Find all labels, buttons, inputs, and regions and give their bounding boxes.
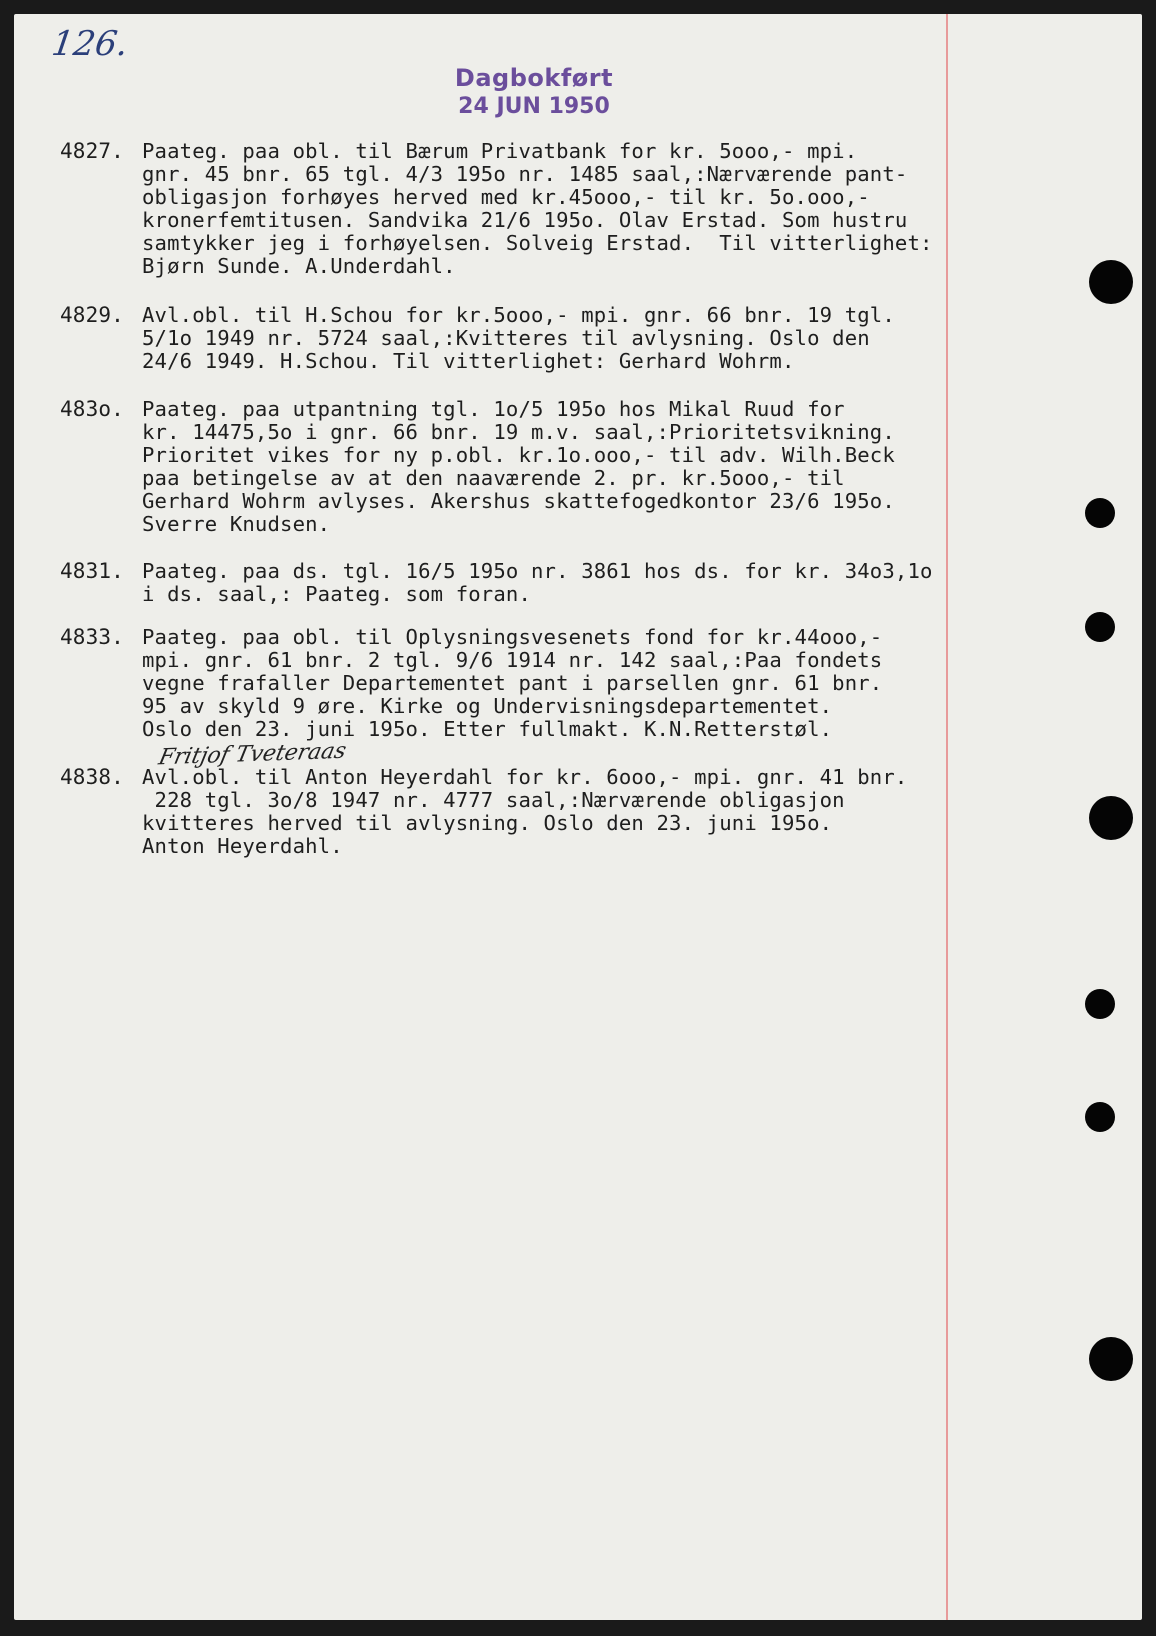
entry-line: gnr. 45 bnr. 65 tgl. 4/3 195o nr. 1485 saal,:Nærværende pant- — [142, 162, 908, 186]
entry-line: 228 tgl. 3o/8 1947 nr. 4777 saal,:Nærværende obligasjon — [142, 788, 845, 812]
entry-text — [142, 304, 1002, 373]
entry-text — [142, 398, 1002, 536]
entry-line: samtykker jeg i forhøyelsen. Solveig Erstad. Til vitterlighet: — [142, 231, 933, 255]
entry-line: 24/6 1949. H.Schou. Til vitterlighet: Gerhard Wohrm. — [142, 349, 795, 373]
punch-hole — [1085, 1102, 1115, 1132]
stamp-title: Dagbokført — [454, 64, 614, 92]
entry-line: Bjørn Sunde. A.Underdahl. — [142, 254, 456, 278]
entry-text — [142, 766, 1002, 858]
punch-hole — [1089, 260, 1133, 304]
entry-line: obligasjon forhøyes herved med kr.45ooo,- til kr. 5o.ooo,- — [142, 185, 870, 209]
entry-line: Paateg. paa utpantning tgl. 1o/5 195o hos Mikal Ruud for — [142, 397, 845, 421]
entry-line: 95 av skyld 9 øre. Kirke og Undervisningsdepartementet. — [142, 694, 833, 718]
entry-number: 4838. — [60, 765, 124, 789]
entry-number: 483o. — [60, 397, 124, 421]
entry-line: Oslo den 23. juni 195o. Etter fullmakt. K.N.Retterstøl. — [142, 717, 833, 741]
entry-number: 4833. — [60, 625, 124, 649]
entry-line: i ds. saal,: Paateg. som foran. — [142, 582, 532, 606]
entry-line: 5/1o 1949 nr. 5724 saal,:Kvitteres til avlysning. Oslo den — [142, 326, 870, 350]
punch-hole — [1085, 612, 1115, 642]
ledger-page — [14, 14, 1142, 1620]
handwritten-signature: Fritjof Tveteraas — [156, 738, 349, 771]
entry-number: 4831. — [60, 559, 124, 583]
entry-line: paa betingelse av at den naaværende 2. pr. kr.5ooo,- til — [142, 466, 845, 490]
entry-number: 4829. — [60, 303, 124, 327]
entry-line: kvitteres herved til avlysning. Oslo den 23. juni 195o. — [142, 811, 833, 835]
stamp-date: 24 JUN 1950 — [458, 94, 610, 119]
entry-line: kronerfemtitusen. Sandvika 21/6 195o. Olav Erstad. Som hustru — [142, 208, 908, 232]
page-number: 126. — [49, 24, 131, 64]
punch-hole — [1085, 498, 1115, 528]
entry-line: Gerhard Wohrm avlyses. Akershus skattefogedkontor 23/6 195o. — [142, 489, 895, 513]
entry-line: Avl.obl. til H.Schou for kr.5ooo,- mpi. gnr. 66 bnr. 19 tgl. — [142, 303, 895, 327]
entry-line: Paateg. paa ds. tgl. 16/5 195o nr. 3861 hos ds. for kr. 34o3,1o — [142, 559, 933, 583]
entry-line: Prioritet vikes for ny p.obl. kr.1o.ooo,- til adv. Wilh.Beck — [142, 443, 895, 467]
entry-number: 4827. — [60, 139, 124, 163]
dagbokfort-stamp — [439, 64, 629, 119]
punch-hole — [1085, 989, 1115, 1019]
entry-line: Avl.obl. til Anton Heyerdahl for kr. 6ooo,- mpi. gnr. 41 bnr. — [142, 765, 908, 789]
entry-line: Sverre Knudsen. — [142, 512, 331, 536]
entry-text — [142, 626, 1002, 741]
entry-text — [142, 560, 1002, 606]
punch-hole — [1089, 1337, 1133, 1381]
entry-text — [142, 140, 1002, 278]
entry-line: Anton Heyerdahl. — [142, 834, 343, 858]
punch-hole — [1089, 796, 1133, 840]
entry-line: mpi. gnr. 61 bnr. 2 tgl. 9/6 1914 nr. 142 saal,:Paa fondets — [142, 648, 883, 672]
entry-line: kr. 14475,5o i gnr. 66 bnr. 19 m.v. saal,:Prioritetsvikning. — [142, 420, 895, 444]
entry-line: Paateg. paa obl. til Oplysningsvesenets fond for kr.44ooo,- — [142, 625, 883, 649]
entry-line: vegne frafaller Departementet pant i parsellen gnr. 61 bnr. — [142, 671, 883, 695]
entry-line: Paateg. paa obl. til Bærum Privatbank for kr. 5ooo,- mpi. — [142, 139, 858, 163]
